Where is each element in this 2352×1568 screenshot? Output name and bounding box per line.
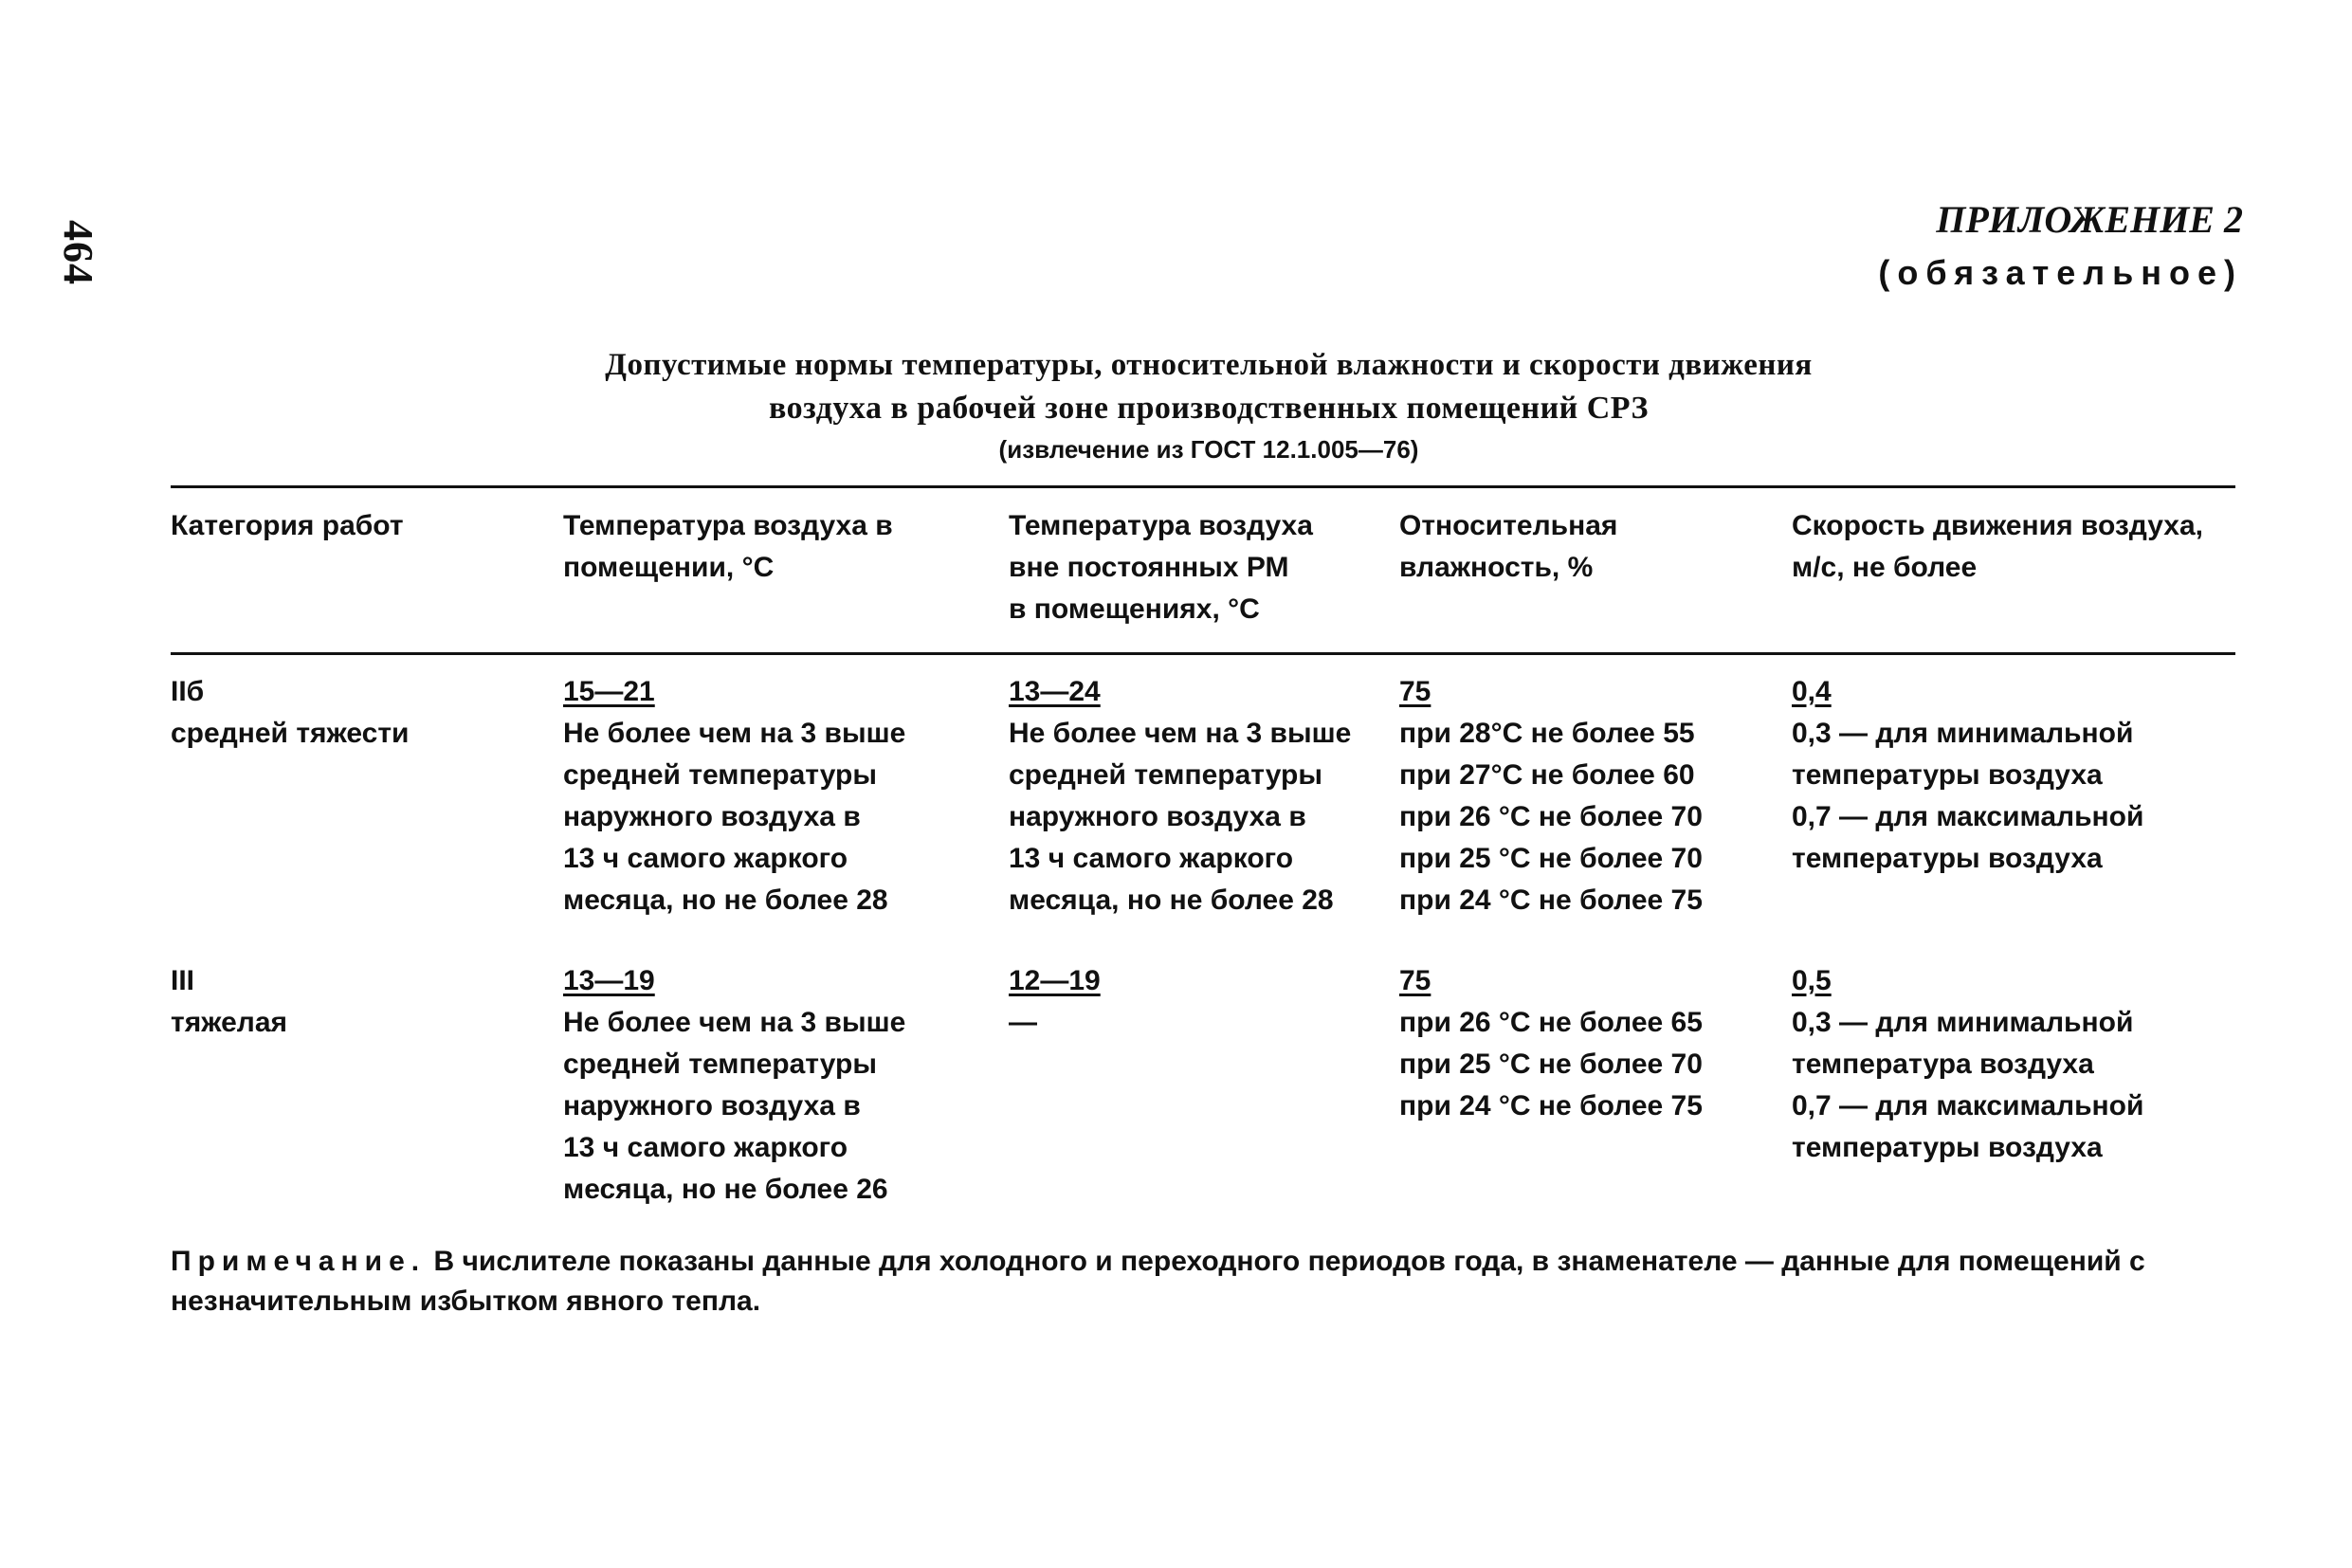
row2-category-name: тяжелая [171, 1007, 288, 1038]
row1-humidity-main: 75 [1399, 676, 1431, 707]
appendix-subtitle: (обязательное) [1878, 253, 2243, 292]
row1-temp-room-line: наружного воздуха в [563, 801, 861, 832]
row1-temp-outside [1009, 671, 1351, 921]
header-temp-outside [1009, 505, 1313, 630]
header-air-speed [1792, 505, 2203, 589]
row2-temp-outside-main: 12—19 [1009, 965, 1101, 996]
row1-humidity-line: при 27°С не более 60 [1399, 759, 1695, 791]
header-air-speed-line: Скорость движения воздуха, [1792, 510, 2203, 541]
row2-air-speed-line: 0,7 — для максимальной [1792, 1090, 2144, 1121]
row1-temp-outside-line: наружного воздуха в [1009, 801, 1306, 832]
heading-line-2: воздуха в рабочей зоне производственных помещений СРЗ [769, 391, 1649, 426]
page-number: 464 [55, 220, 101, 285]
header-humidity-line: влажность, % [1399, 552, 1594, 583]
row2-humidity-line: при 26 °С не более 65 [1399, 1007, 1703, 1038]
header-category-line: Категория работ [171, 510, 404, 541]
header-temp-outside-line: в помещениях, °С [1009, 593, 1260, 625]
row2-humidity-line: при 25 °С не более 70 [1399, 1048, 1703, 1080]
header-humidity-line: Относительная [1399, 510, 1618, 541]
row2-humidity-main: 75 [1399, 965, 1431, 996]
row1-temp-room-main: 15—21 [563, 676, 655, 707]
document-heading [171, 343, 2247, 468]
row2-air-speed-line: 0,3 — для минимальной [1792, 1007, 2134, 1038]
row2-category-code: III [171, 965, 195, 996]
row1-temp-room-line: 13 ч самого жаркого [563, 843, 848, 874]
row1-humidity-line: при 28°С не более 55 [1399, 718, 1695, 749]
row1-humidity-line: при 26 °С не более 70 [1399, 801, 1703, 832]
row1-air-speed-main: 0,4 [1792, 676, 1832, 707]
row1-air-speed-line: температуры воздуха [1792, 759, 2103, 791]
note-label: Примечание. [171, 1246, 427, 1277]
row2-humidity [1399, 960, 1703, 1127]
header-temp-outside-line: Температура воздуха [1009, 510, 1313, 541]
header-air-speed-line: м/с, не более [1792, 552, 1978, 583]
row1-temp-room-line: Не более чем на 3 выше [563, 718, 906, 749]
row1-temp-room [563, 671, 905, 921]
row1-air-speed-line: 0,7 — для максимальной [1792, 801, 2144, 832]
appendix-heading [1878, 197, 2243, 298]
table-note [171, 1242, 2247, 1322]
appendix-title: ПРИЛОЖЕНИЕ 2 [1936, 198, 2243, 241]
row2-temp-outside [1009, 960, 1101, 1044]
row2-air-speed-main: 0,5 [1792, 965, 1832, 996]
row1-temp-outside-line: 13 ч самого жаркого [1009, 843, 1294, 874]
row2-temp-room-line: наружного воздуха в [563, 1090, 861, 1121]
header-temp-room [563, 505, 893, 589]
row1-category-name: средней тяжести [171, 718, 410, 749]
row2-temp-room-main: 13—19 [563, 965, 655, 996]
row1-air-speed-line: 0,3 — для минимальной [1792, 718, 2134, 749]
row1-temp-outside-line: месяца, но не более 28 [1009, 884, 1334, 916]
row1-temp-outside-main: 13—24 [1009, 676, 1101, 707]
row1-temp-room-line: месяца, но не более 28 [563, 884, 888, 916]
heading-source: (извлечение из ГОСТ 12.1.005—76) [998, 435, 1419, 464]
table-header-rule [171, 652, 2235, 655]
row1-category-code: IIб [171, 676, 205, 707]
header-humidity [1399, 505, 1617, 589]
row1-temp-room-line: средней температуры [563, 759, 877, 791]
header-temp-room-line: Температура воздуха в [563, 510, 893, 541]
row2-air-speed [1792, 960, 2143, 1169]
row2-temp-room-line: средней температуры [563, 1048, 877, 1080]
row2-temp-room-line: месяца, но не более 26 [563, 1174, 888, 1205]
row1-category [171, 671, 410, 755]
row1-humidity-line: при 25 °С не более 70 [1399, 843, 1703, 874]
row2-temp-room [563, 960, 905, 1211]
note-text: В числителе показаны данные для холодного и переходного периодов года, в знаменателе — данные для помещений с незначительным избытком явного тепла. [171, 1246, 2145, 1317]
row2-temp-outside-line: — [1009, 1007, 1037, 1038]
row1-air-speed [1792, 671, 2143, 880]
heading-line-1: Допустимые нормы температуры, относительной влажности и скорости движения [605, 348, 1813, 382]
header-temp-outside-line: вне постоянных РМ [1009, 552, 1289, 583]
header-category [171, 505, 404, 547]
row1-temp-outside-line: средней температуры [1009, 759, 1322, 791]
row2-category [171, 960, 287, 1044]
row2-air-speed-line: температура воздуха [1792, 1048, 2094, 1080]
row2-air-speed-line: температуры воздуха [1792, 1132, 2103, 1163]
table-top-rule [171, 485, 2235, 488]
header-temp-room-line: помещении, °С [563, 552, 775, 583]
row1-humidity-line: при 24 °С не более 75 [1399, 884, 1703, 916]
row1-humidity [1399, 671, 1703, 921]
row2-temp-room-line: 13 ч самого жаркого [563, 1132, 848, 1163]
row1-temp-outside-line: Не более чем на 3 выше [1009, 718, 1352, 749]
row2-temp-room-line: Не более чем на 3 выше [563, 1007, 906, 1038]
row1-air-speed-line: температуры воздуха [1792, 843, 2103, 874]
row2-humidity-line: при 24 °С не более 75 [1399, 1090, 1703, 1121]
